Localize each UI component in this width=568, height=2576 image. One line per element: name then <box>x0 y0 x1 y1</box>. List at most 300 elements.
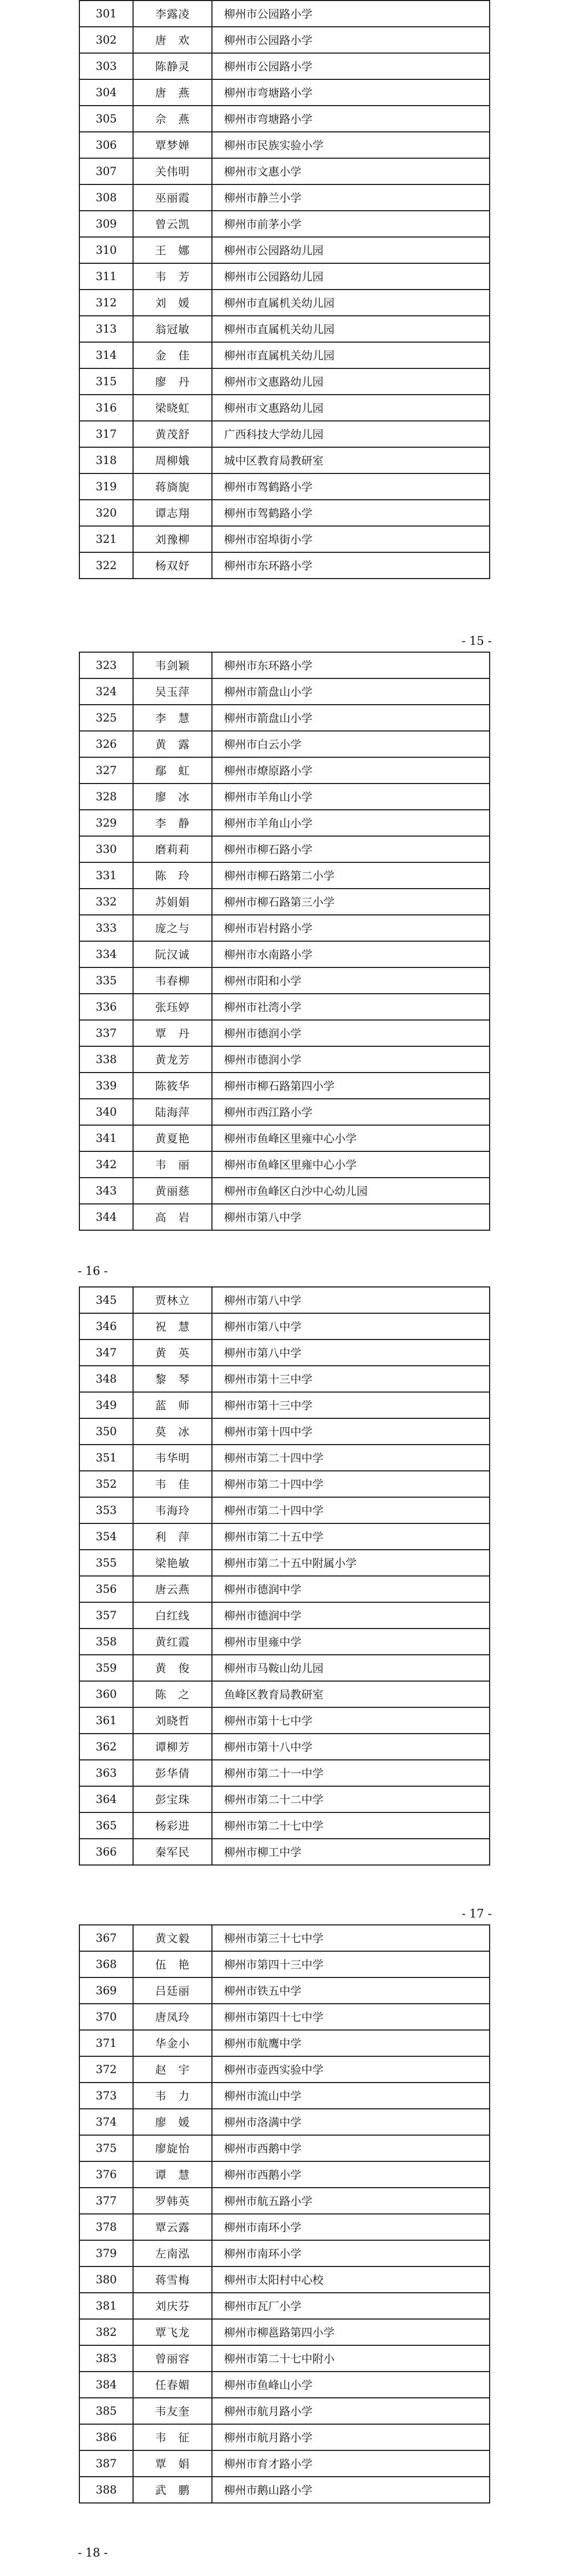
unit-cell: 柳州市鱼峰山小学 <box>212 2372 490 2398</box>
unit-cell: 柳州市驾鹤路小学 <box>212 500 490 526</box>
name-cell: 佘 燕 <box>133 106 212 132</box>
name-cell: 华金小 <box>133 2030 212 2056</box>
unit-cell: 柳州市柳石路第三小学 <box>212 889 490 915</box>
unit-cell: 柳州市第二十二中学 <box>212 1786 490 1812</box>
serial-cell: 303 <box>79 53 133 79</box>
unit-cell: 柳州市第二十四中学 <box>212 1471 490 1497</box>
name-cell: 张珏婷 <box>133 994 212 1020</box>
table-row <box>79 237 490 263</box>
name-cell: 李 慧 <box>133 705 212 731</box>
table-row <box>79 106 490 132</box>
table-row <box>79 2477 490 2503</box>
unit-cell: 柳州市箭盘山小学 <box>212 678 490 705</box>
table-row <box>79 757 490 784</box>
table-page-4 <box>79 1924 489 2503</box>
name-cell: 彭华倩 <box>133 1760 212 1786</box>
name-cell: 廖旋怡 <box>133 2135 212 2161</box>
name-cell: 吴玉萍 <box>133 678 212 705</box>
unit-cell: 柳州市柳石路第二小学 <box>212 862 490 889</box>
table-page-3 <box>79 1286 489 1866</box>
unit-cell: 柳州市柳石路第四小学 <box>212 1073 490 1099</box>
unit-cell: 柳州市羊角山小学 <box>212 784 490 810</box>
table-row <box>79 2214 490 2240</box>
serial-cell: 388 <box>79 2477 133 2503</box>
serial-cell: 382 <box>79 2319 133 2345</box>
table-row <box>79 421 490 447</box>
unit-cell: 柳州市民族实验小学 <box>212 132 490 158</box>
name-cell: 贾林立 <box>133 1287 212 1313</box>
serial-cell: 332 <box>79 889 133 915</box>
serial-cell: 380 <box>79 2266 133 2293</box>
table-row <box>79 158 490 184</box>
unit-cell: 柳州市第十七中学 <box>212 1707 490 1734</box>
roster-table <box>79 0 490 579</box>
table-row <box>79 53 490 79</box>
unit-cell: 柳州市第八中学 <box>212 1204 490 1230</box>
name-cell: 杨双妤 <box>133 552 212 579</box>
name-cell: 罗韩英 <box>133 2188 212 2214</box>
table-row <box>79 132 490 158</box>
unit-cell: 柳州市岩村路小学 <box>212 915 490 941</box>
unit-cell: 柳州市文惠路幼儿园 <box>212 368 490 395</box>
table-row <box>79 2030 490 2056</box>
serial-cell: 309 <box>79 211 133 237</box>
serial-cell: 310 <box>79 237 133 263</box>
name-cell: 谭 慧 <box>133 2161 212 2188</box>
name-cell: 覃飞龙 <box>133 2319 212 2345</box>
unit-cell: 鱼峰区教育局教研室 <box>212 1681 490 1707</box>
table-row <box>79 79 490 106</box>
unit-cell: 柳州市里雍中学 <box>212 1629 490 1655</box>
table-page-2 <box>79 652 489 1231</box>
unit-cell: 柳州市文惠路幼儿园 <box>212 395 490 421</box>
unit-cell: 柳州市第二十四中学 <box>212 1497 490 1523</box>
name-cell: 廖 冰 <box>133 784 212 810</box>
table-row <box>79 1760 490 1786</box>
name-cell: 唐凤玲 <box>133 2004 212 2030</box>
page-number: - 15 - <box>462 635 492 648</box>
table-row <box>79 994 490 1020</box>
table-row <box>79 368 490 395</box>
name-cell: 唐 燕 <box>133 79 212 106</box>
table-row <box>79 1550 490 1576</box>
roster-table <box>79 1924 490 2503</box>
table-row <box>79 1178 490 1204</box>
serial-cell: 340 <box>79 1099 133 1125</box>
table-row <box>79 1977 490 2004</box>
serial-cell: 311 <box>79 263 133 290</box>
unit-cell: 柳州市航月路小学 <box>212 2398 490 2424</box>
serial-cell: 307 <box>79 158 133 184</box>
serial-cell: 370 <box>79 2004 133 2030</box>
table-row <box>79 447 490 473</box>
table-row <box>79 395 490 421</box>
name-cell: 韦 佳 <box>133 1471 212 1497</box>
roster-table <box>79 652 490 1231</box>
unit-cell: 柳州市直属机关幼儿园 <box>212 316 490 342</box>
table-row <box>79 1339 490 1366</box>
name-cell: 祝 慧 <box>133 1313 212 1339</box>
name-cell: 曾云凯 <box>133 211 212 237</box>
unit-cell: 柳州市柳邕路第四小学 <box>212 2319 490 2345</box>
unit-cell: 柳州市洛满中学 <box>212 2109 490 2135</box>
name-cell: 覃 丹 <box>133 1020 212 1046</box>
name-cell: 韦友奎 <box>133 2398 212 2424</box>
serial-cell: 329 <box>79 810 133 836</box>
table-row <box>79 1786 490 1812</box>
serial-cell: 344 <box>79 1204 133 1230</box>
serial-cell: 339 <box>79 1073 133 1099</box>
table-row <box>79 1523 490 1550</box>
serial-cell: 374 <box>79 2109 133 2135</box>
table-row <box>79 915 490 941</box>
name-cell: 关伟明 <box>133 158 212 184</box>
name-cell: 莫 冰 <box>133 1418 212 1445</box>
table-row <box>79 1812 490 1839</box>
serial-cell: 378 <box>79 2214 133 2240</box>
unit-cell: 柳州市铁五中学 <box>212 1977 490 2004</box>
table-row <box>79 1925 490 1951</box>
unit-cell: 柳州市第二十五中附属小学 <box>212 1550 490 1576</box>
unit-cell: 柳州市第八中学 <box>212 1313 490 1339</box>
serial-cell: 359 <box>79 1655 133 1681</box>
serial-cell: 325 <box>79 705 133 731</box>
serial-cell: 308 <box>79 184 133 211</box>
table-row <box>79 2345 490 2372</box>
name-cell: 刘豫柳 <box>133 526 212 552</box>
serial-cell: 369 <box>79 1977 133 2004</box>
name-cell: 谭志翔 <box>133 500 212 526</box>
unit-cell: 柳州市壶西实验中学 <box>212 2056 490 2083</box>
serial-cell: 360 <box>79 1681 133 1707</box>
serial-cell: 350 <box>79 1418 133 1445</box>
serial-cell: 318 <box>79 447 133 473</box>
table-row <box>79 1418 490 1445</box>
unit-cell: 柳州市鱼峰区里雍中心小学 <box>212 1125 490 1151</box>
name-cell: 韦 征 <box>133 2424 212 2450</box>
table-row <box>79 1707 490 1734</box>
serial-cell: 338 <box>79 1046 133 1073</box>
table-row <box>79 862 490 889</box>
name-cell: 陈静灵 <box>133 53 212 79</box>
unit-cell: 柳州市德润中学 <box>212 1602 490 1629</box>
serial-cell: 314 <box>79 342 133 368</box>
serial-cell: 377 <box>79 2188 133 2214</box>
table-row <box>79 473 490 500</box>
name-cell: 刘晓哲 <box>133 1707 212 1734</box>
table-row <box>79 1471 490 1497</box>
name-cell: 蓝 师 <box>133 1392 212 1418</box>
table-row <box>79 1576 490 1602</box>
serial-cell: 312 <box>79 290 133 316</box>
unit-cell: 柳州市太阳村中心校 <box>212 2266 490 2293</box>
name-cell: 刘庆芬 <box>133 2293 212 2319</box>
unit-cell: 柳州市鱼峰区白沙中心幼儿园 <box>212 1178 490 1204</box>
name-cell: 韦剑颖 <box>133 652 212 678</box>
serial-cell: 324 <box>79 678 133 705</box>
serial-cell: 336 <box>79 994 133 1020</box>
unit-cell: 柳州市前茅小学 <box>212 211 490 237</box>
table-row <box>79 1313 490 1339</box>
table-row <box>79 1445 490 1471</box>
name-cell: 唐云燕 <box>133 1576 212 1602</box>
serial-cell: 317 <box>79 421 133 447</box>
name-cell: 陆海萍 <box>133 1099 212 1125</box>
unit-cell: 柳州市公园路幼儿园 <box>212 237 490 263</box>
serial-cell: 331 <box>79 862 133 889</box>
unit-cell: 柳州市南环小学 <box>212 2240 490 2266</box>
name-cell: 覃梦婵 <box>133 132 212 158</box>
unit-cell: 柳州市羊角山小学 <box>212 810 490 836</box>
table-row <box>79 184 490 211</box>
serial-cell: 379 <box>79 2240 133 2266</box>
unit-cell: 柳州市直属机关幼儿园 <box>212 290 490 316</box>
unit-cell: 柳州市马鞍山幼儿园 <box>212 1655 490 1681</box>
table-row <box>79 1839 490 1865</box>
serial-cell: 326 <box>79 731 133 757</box>
table-row <box>79 1046 490 1073</box>
unit-cell: 柳州市社湾小学 <box>212 994 490 1020</box>
unit-cell: 柳州市东环路小学 <box>212 652 490 678</box>
serial-cell: 328 <box>79 784 133 810</box>
serial-cell: 366 <box>79 1839 133 1865</box>
name-cell: 陈 玲 <box>133 862 212 889</box>
serial-cell: 304 <box>79 79 133 106</box>
serial-cell: 316 <box>79 395 133 421</box>
roster-table <box>79 1286 490 1866</box>
name-cell: 秦军民 <box>133 1839 212 1865</box>
serial-cell: 352 <box>79 1471 133 1497</box>
table-row <box>79 784 490 810</box>
unit-cell: 柳州市阳和小学 <box>212 967 490 994</box>
table-row <box>79 1392 490 1418</box>
unit-cell: 柳州市弯塘路小学 <box>212 106 490 132</box>
unit-cell: 柳州市公园路小学 <box>212 1 490 27</box>
name-cell: 黄 英 <box>133 1339 212 1366</box>
page-number: - 16 - <box>78 1265 108 1278</box>
name-cell: 韦 力 <box>133 2083 212 2109</box>
serial-cell: 373 <box>79 2083 133 2109</box>
name-cell: 黄文毅 <box>133 1925 212 1951</box>
serial-cell: 323 <box>79 652 133 678</box>
table-row <box>79 2083 490 2109</box>
serial-cell: 381 <box>79 2293 133 2319</box>
table-row <box>79 1 490 27</box>
serial-cell: 347 <box>79 1339 133 1366</box>
serial-cell: 353 <box>79 1497 133 1523</box>
table-row <box>79 27 490 53</box>
name-cell: 刘 媛 <box>133 290 212 316</box>
page-number: - 18 - <box>78 2547 108 2560</box>
unit-cell: 柳州市白云小学 <box>212 731 490 757</box>
unit-cell: 柳州市公园路幼儿园 <box>212 263 490 290</box>
serial-cell: 333 <box>79 915 133 941</box>
name-cell: 金 佳 <box>133 342 212 368</box>
table-page-1 <box>79 0 489 579</box>
serial-cell: 346 <box>79 1313 133 1339</box>
serial-cell: 385 <box>79 2398 133 2424</box>
serial-cell: 335 <box>79 967 133 994</box>
table-row <box>79 2293 490 2319</box>
table-row <box>79 1629 490 1655</box>
table-row <box>79 500 490 526</box>
serial-cell: 321 <box>79 526 133 552</box>
name-cell: 梁艳敏 <box>133 1550 212 1576</box>
name-cell: 黄夏艳 <box>133 1125 212 1151</box>
serial-cell: 315 <box>79 368 133 395</box>
name-cell: 黄丽慈 <box>133 1178 212 1204</box>
unit-cell: 柳州市西江路小学 <box>212 1099 490 1125</box>
name-cell: 廖 媛 <box>133 2109 212 2135</box>
unit-cell: 柳州市公园路小学 <box>212 53 490 79</box>
unit-cell: 柳州市第二十一中学 <box>212 1760 490 1786</box>
name-cell: 覃云露 <box>133 2214 212 2240</box>
unit-cell: 柳州市水南路小学 <box>212 941 490 967</box>
serial-cell: 362 <box>79 1734 133 1760</box>
unit-cell: 柳州市鱼峰区里雍中心小学 <box>212 1151 490 1178</box>
name-cell: 彭宝珠 <box>133 1786 212 1812</box>
table-row <box>79 2004 490 2030</box>
unit-cell: 柳州市西鹅小学 <box>212 2161 490 2188</box>
table-row <box>79 678 490 705</box>
name-cell: 唐 欢 <box>133 27 212 53</box>
name-cell: 蒋雪梅 <box>133 2266 212 2293</box>
table-row <box>79 967 490 994</box>
name-cell: 李 静 <box>133 810 212 836</box>
table-row <box>79 2135 490 2161</box>
name-cell: 吕廷丽 <box>133 1977 212 2004</box>
table-row <box>79 1151 490 1178</box>
table-row <box>79 1099 490 1125</box>
name-cell: 谭柳芳 <box>133 1734 212 1760</box>
unit-cell: 柳州市第二十五中学 <box>212 1523 490 1550</box>
unit-cell: 柳州市驾鹤路小学 <box>212 473 490 500</box>
serial-cell: 327 <box>79 757 133 784</box>
table-row <box>79 2161 490 2188</box>
name-cell: 廖 丹 <box>133 368 212 395</box>
serial-cell: 358 <box>79 1629 133 1655</box>
serial-cell: 341 <box>79 1125 133 1151</box>
name-cell: 利 萍 <box>133 1523 212 1550</box>
serial-cell: 375 <box>79 2135 133 2161</box>
table-row <box>79 552 490 579</box>
unit-cell: 柳州市航五路小学 <box>212 2188 490 2214</box>
table-row <box>79 2398 490 2424</box>
serial-cell: 365 <box>79 1812 133 1839</box>
serial-cell: 320 <box>79 500 133 526</box>
serial-cell: 355 <box>79 1550 133 1576</box>
unit-cell: 柳州市航月路小学 <box>212 2424 490 2450</box>
unit-cell: 柳州市第八中学 <box>212 1339 490 1366</box>
serial-cell: 351 <box>79 1445 133 1471</box>
table-row <box>79 316 490 342</box>
table-row <box>79 836 490 862</box>
unit-cell: 柳州市第十八中学 <box>212 1734 490 1760</box>
name-cell: 李露凌 <box>133 1 212 27</box>
serial-cell: 319 <box>79 473 133 500</box>
serial-cell: 343 <box>79 1178 133 1204</box>
serial-cell: 387 <box>79 2450 133 2477</box>
table-row <box>79 1734 490 1760</box>
serial-cell: 345 <box>79 1287 133 1313</box>
table-row <box>79 2424 490 2450</box>
unit-cell: 柳州市第十三中学 <box>212 1392 490 1418</box>
name-cell: 覃 娟 <box>133 2450 212 2477</box>
serial-cell: 372 <box>79 2056 133 2083</box>
name-cell: 武 鹏 <box>133 2477 212 2503</box>
unit-cell: 广西科技大学幼儿园 <box>212 421 490 447</box>
serial-cell: 356 <box>79 1576 133 1602</box>
name-cell: 庞之与 <box>133 915 212 941</box>
table-row <box>79 2450 490 2477</box>
name-cell: 王 娜 <box>133 237 212 263</box>
serial-cell: 334 <box>79 941 133 967</box>
name-cell: 周柳娥 <box>133 447 212 473</box>
table-row <box>79 526 490 552</box>
serial-cell: 367 <box>79 1925 133 1951</box>
serial-cell: 305 <box>79 106 133 132</box>
name-cell: 苏娟娟 <box>133 889 212 915</box>
name-cell: 韦 丽 <box>133 1151 212 1178</box>
table-row <box>79 2266 490 2293</box>
unit-cell: 柳州市航鹰中学 <box>212 2030 490 2056</box>
name-cell: 黄茂舒 <box>133 421 212 447</box>
unit-cell: 柳州市第四十七中学 <box>212 2004 490 2030</box>
table-row <box>79 2240 490 2266</box>
unit-cell: 柳州市第八中学 <box>212 1287 490 1313</box>
table-row <box>79 1020 490 1046</box>
unit-cell: 柳州市柳工中学 <box>212 1839 490 1865</box>
serial-cell: 361 <box>79 1707 133 1734</box>
name-cell: 梁晓虹 <box>133 395 212 421</box>
table-row <box>79 2109 490 2135</box>
unit-cell: 柳州市南环小学 <box>212 2214 490 2240</box>
table-row <box>79 1125 490 1151</box>
name-cell: 白红线 <box>133 1602 212 1629</box>
unit-cell: 城中区教育局教研室 <box>212 447 490 473</box>
name-cell: 磨莉莉 <box>133 836 212 862</box>
serial-cell: 383 <box>79 2345 133 2372</box>
serial-cell: 306 <box>79 132 133 158</box>
serial-cell: 363 <box>79 1760 133 1786</box>
name-cell: 陈 之 <box>133 1681 212 1707</box>
name-cell: 韦 芳 <box>133 263 212 290</box>
name-cell: 黄红霞 <box>133 1629 212 1655</box>
name-cell: 翁冠敏 <box>133 316 212 342</box>
unit-cell: 柳州市德润小学 <box>212 1046 490 1073</box>
unit-cell: 柳州市西鹅中学 <box>212 2135 490 2161</box>
serial-cell: 313 <box>79 316 133 342</box>
table-row <box>79 1602 490 1629</box>
name-cell: 左南泓 <box>133 2240 212 2266</box>
table-row <box>79 705 490 731</box>
unit-cell: 柳州市第十四中学 <box>212 1418 490 1445</box>
table-row <box>79 2056 490 2083</box>
table-row <box>79 263 490 290</box>
name-cell: 巫丽霞 <box>133 184 212 211</box>
unit-cell: 柳州市瓦厂小学 <box>212 2293 490 2319</box>
name-cell: 伍 艳 <box>133 1951 212 1977</box>
serial-cell: 386 <box>79 2424 133 2450</box>
name-cell: 黄龙芳 <box>133 1046 212 1073</box>
serial-cell: 368 <box>79 1951 133 1977</box>
table-row <box>79 1287 490 1313</box>
table-row <box>79 1497 490 1523</box>
table-row <box>79 1204 490 1230</box>
table-row <box>79 810 490 836</box>
name-cell: 赵 宇 <box>133 2056 212 2083</box>
name-cell: 黎 琴 <box>133 1366 212 1392</box>
